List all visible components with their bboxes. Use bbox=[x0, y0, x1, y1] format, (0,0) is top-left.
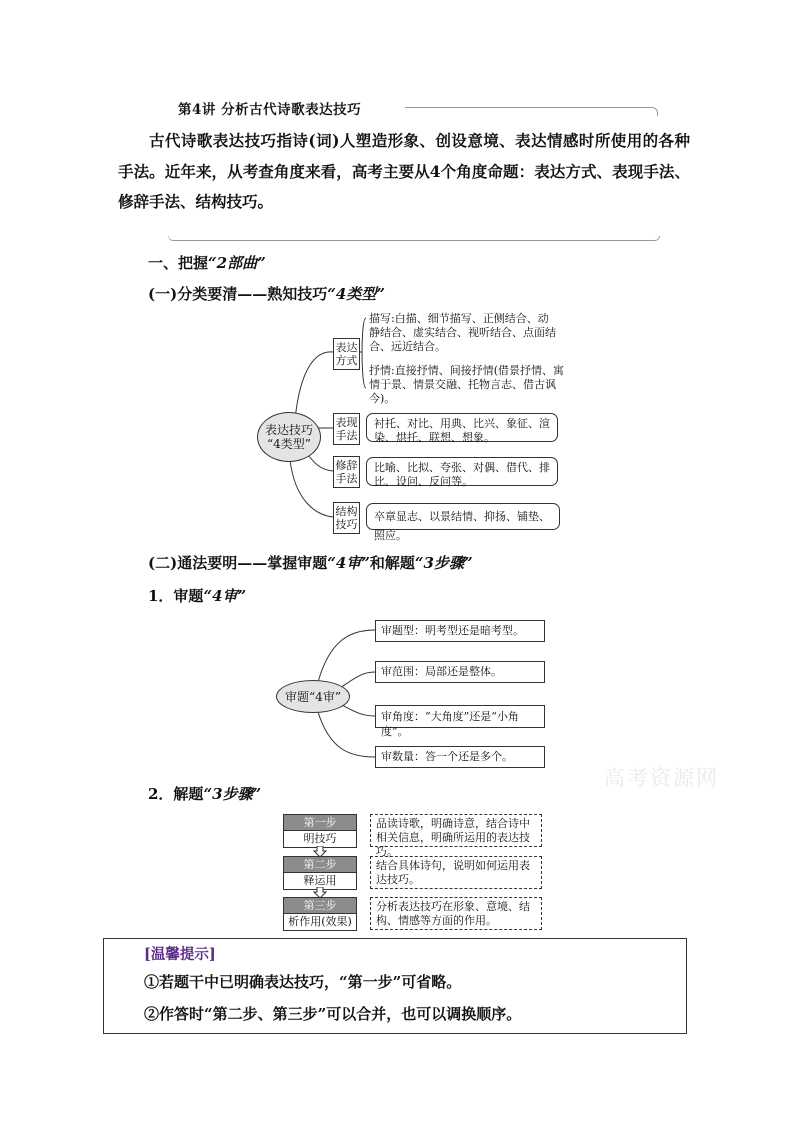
step-2-desc: 结合具体诗句，说明如何运用表达技巧。 bbox=[370, 856, 542, 889]
arrow-down-icon bbox=[312, 887, 328, 899]
desc-lyric: 抒情:直接抒情、间接抒情(借景抒情、寓情于景、情景交融、托物言志、借古讽今)。 bbox=[369, 364, 564, 405]
step-1-head: 第一步 bbox=[284, 815, 356, 831]
sub-1-heading: 1．审题“4审” bbox=[148, 587, 247, 605]
step-3-body: 析作用(效果) bbox=[288, 915, 352, 928]
branch-rhetoric: 修辞 手法 bbox=[333, 456, 360, 488]
step-3-box bbox=[283, 897, 357, 931]
step-1-body: 明技巧 bbox=[303, 832, 337, 845]
intro-paragraph: 古代诗歌表达技巧指诗(词)人塑造形象、创设意境、表达情感时所使用的各种手法。近年来，从考查角度来看，高考主要从4个角度命题：表达方式、表现手法、修辞手法、结构技巧。 bbox=[118, 131, 690, 211]
audit-type: 审题型：明考型还是暗考型。 bbox=[375, 620, 545, 642]
step-2-body: 释运用 bbox=[303, 874, 337, 887]
lesson-title: 第4讲 分析古代诗歌表达技巧 bbox=[178, 102, 362, 118]
diagram-2-center: 审题“4审” bbox=[276, 680, 350, 713]
tip-title: [温馨提示] bbox=[144, 946, 216, 963]
step-3-head: 第三步 bbox=[284, 898, 356, 914]
audit-angle: 审角度：“大角度”还是“小角度”。 bbox=[375, 705, 545, 728]
section-1-heading: 一、把握“2部曲” bbox=[148, 254, 266, 272]
arrow-down-icon bbox=[312, 846, 328, 858]
desc-structure: 卒章显志、以景结情、抑扬、铺垫、照应。 bbox=[366, 503, 560, 530]
step-3-desc: 分析表达技巧在形象、意境、结构、情感等方面的作用。 bbox=[370, 897, 542, 930]
audit-quantity: 审数量：答一个还是多个。 bbox=[375, 746, 545, 768]
branch-expression: 表达 方式 bbox=[333, 338, 360, 370]
step-1-box bbox=[283, 814, 357, 848]
connector-type bbox=[318, 630, 375, 682]
desc-rhetoric: 比喻、比拟、夸张、对偶、借代、排比、设问、反问等。 bbox=[366, 457, 558, 486]
step-2-box bbox=[283, 856, 357, 890]
step-1-desc: 品读诗歌，明确诗意，结合诗中相关信息，明确所运用的表达技巧。 bbox=[370, 814, 542, 847]
sub-2-heading: 2．解题“3步骤” bbox=[148, 785, 262, 803]
section-1b-heading: (二)通法要明——掌握审题“4审”和解题“3步骤” bbox=[148, 554, 473, 572]
desc-technique: 衬托、对比、用典、比兴、象征、渲染、烘托、联想、想象。 bbox=[366, 413, 558, 442]
tip-line-1: ①若题干中已明确表达技巧，“第一步”可省略。 bbox=[144, 973, 462, 991]
audit-scope: 审范围：局部还是整体。 bbox=[375, 661, 545, 683]
step-2-head: 第二步 bbox=[284, 857, 356, 873]
branch-structure: 结构 技巧 bbox=[333, 502, 360, 534]
tip-line-2: ②作答时“第二步、第三步”可以合并，也可以调换顺序。 bbox=[144, 1005, 522, 1023]
branch-technique: 表现 手法 bbox=[333, 413, 360, 445]
diagram-1-center: 表达技巧 “4类型” bbox=[257, 412, 321, 462]
desc-description: 描写:白描、细节描写、正侧结合、动静结合、虚实结合、视听结合、点面结合、远近结合。 bbox=[369, 312, 556, 353]
watermark: 高考资源网 bbox=[604, 766, 719, 790]
section-1a-heading: (一)分类要清——熟知技巧“4类型” bbox=[148, 285, 385, 303]
